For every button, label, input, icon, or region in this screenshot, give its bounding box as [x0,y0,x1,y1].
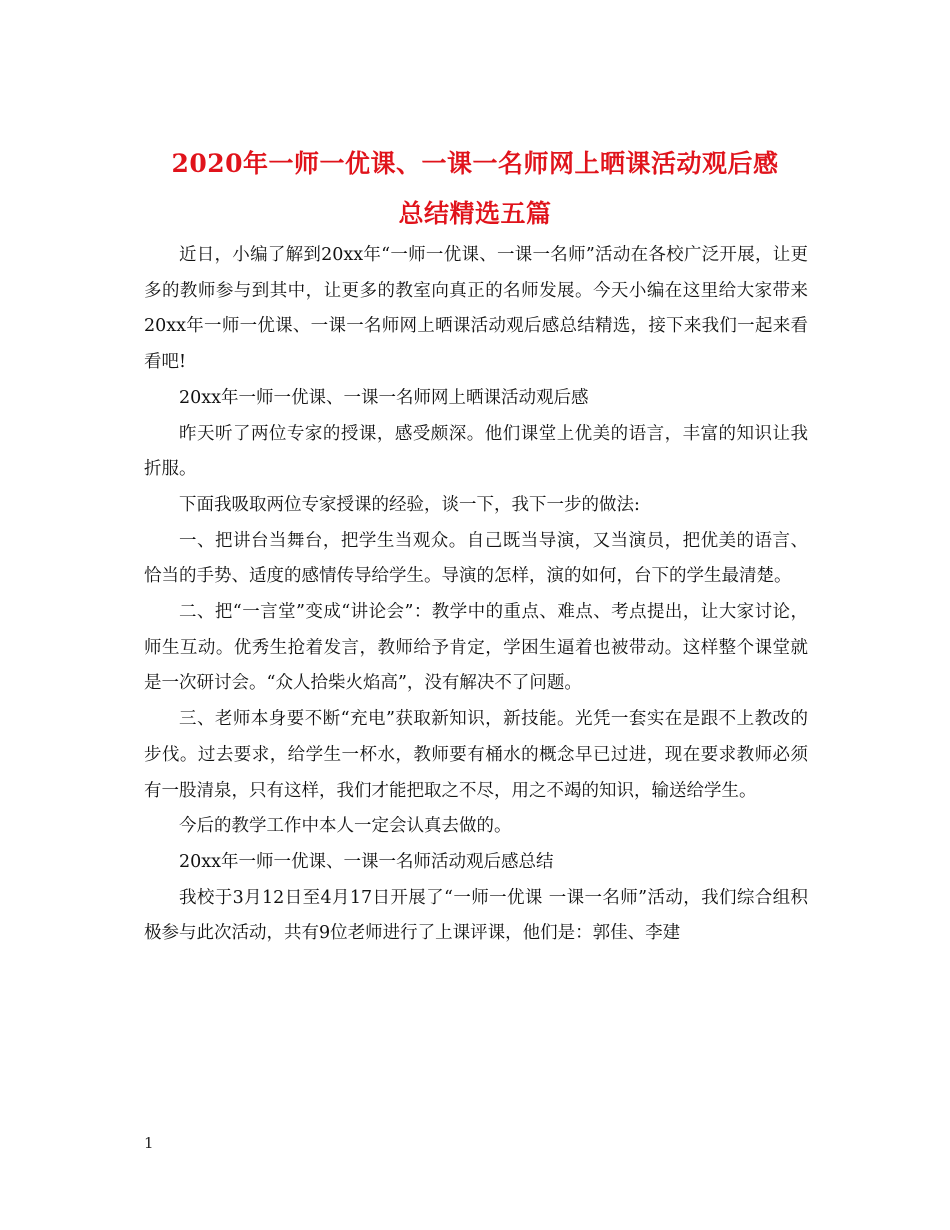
paragraph: 今后的教学工作中本人一定会认真去做的。 [179,816,512,837]
section-heading-1: 20xx年一师一优课、一课一名师网上晒课活动观后感 [179,387,589,408]
section-heading-2: 20xx年一师一优课、一课一名师活动观后感总结 [179,851,554,872]
paragraph: 昨天听了两位专家的授课，感受颇深。他们课堂上优美的语言，丰富的知识让我折服。 [144,423,808,480]
document-title-line-2: 总结精选五篇 [398,199,552,228]
paragraph: 我校于3月12日至4月17日开展了“一师一优课 一课一名师”活动，我们综合组积极参与此次活动，共有9位老师进行了上课评课，他们是：郭佳、李建 [144,887,808,944]
paragraph: 一、把讲台当舞台，把学生当观众。自己既当导演，又当演员，把优美的语言、恰当的手势、适度的感情传导给学生。导演的怎样，演的如何，台下的学生最清楚。 [144,530,808,587]
page-number: 1 [144,1134,154,1152]
document-title-line-1: 2020年一师一优课、一课一名师网上晒课活动观后感 [171,149,779,178]
document-body [144,238,808,952]
paragraph: 下面我吸取两位专家授课的经验，谈一下，我下一步的做法: [179,494,640,515]
paragraph: 三、老师本身要不断“充电”获取新知识，新技能。光凭一套实在是跟不上教改的步伐。过去要求，给学生一杯水，教师要有桶水的概念早已过进，现在要求教师必须有一股清泉，只有这样，我们才能把取之不尽，用之不竭的知识，输送给学生。 [144,709,808,801]
paragraph: 二、把“一言堂”变成“讲论会”：教学中的重点、难点、考点提出，让大家讨论，师生互动。优秀生抢着发言，教师给予肯定，学困生逼着也被带动。这样整个课堂就是一次研讨会。“众人拾柴火焰高”，没有解决不了问题。 [144,602,808,694]
paragraph-intro: 近日，小编了解到20xx年“一师一优课、一课一名师”活动在各校广泛开展，让更多的教师参与到其中，让更多的教室向真正的名师发展。今天小编在这里给大家带来20xx年一师一优课、一课一名师网上晒课活动观后感总结精选，接下来我们一起来看看吧! [144,245,808,373]
